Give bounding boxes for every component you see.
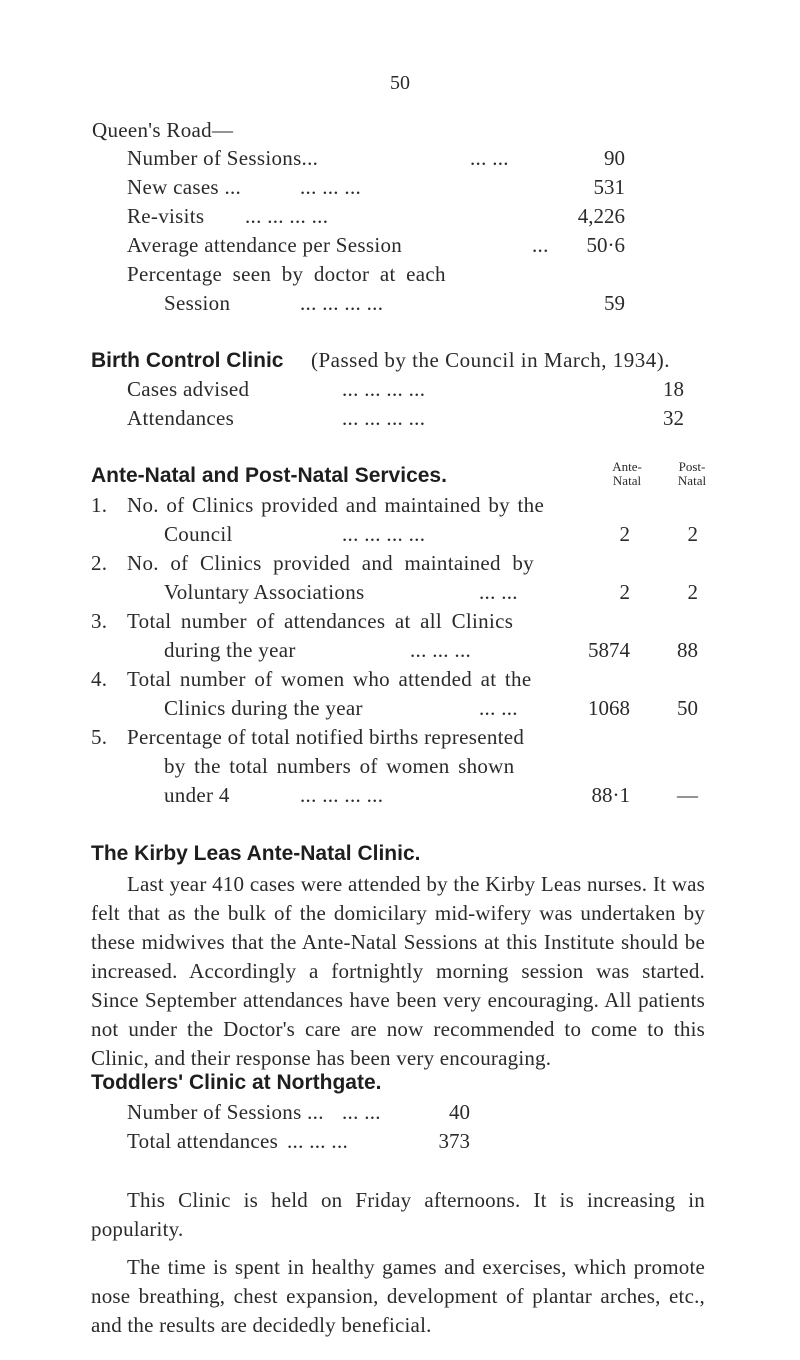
- stat-value: 90: [604, 146, 625, 170]
- section-heading: Birth Control Clinic: [91, 349, 284, 372]
- stat-label: Average attendance per Session: [127, 233, 403, 257]
- section-heading: Toddlers' Clinic at Northgate.: [91, 1071, 382, 1094]
- section-heading: The Kirby Leas Ante-Natal Clinic.: [91, 842, 421, 865]
- item-number: 3.: [91, 609, 108, 633]
- ante-natal-value: 88·1: [591, 783, 630, 807]
- ante-natal-value: 2: [619, 580, 630, 604]
- leader-dots: ... ...: [479, 580, 518, 604]
- column-header-line: Natal: [677, 473, 707, 488]
- item-text: Total number of women who attended at the: [127, 667, 532, 691]
- item-number: 5.: [91, 725, 108, 749]
- post-natal-value: 2: [687, 522, 698, 546]
- stat-label: Re-visits: [127, 204, 205, 228]
- ante-natal-value: 5874: [588, 638, 630, 662]
- leader-dots: ... ... ...: [287, 1129, 349, 1153]
- leader-dots: ... ... ... ...: [300, 783, 384, 807]
- leader-dots: ... ... ...: [300, 175, 362, 199]
- leader-dots: ... ...: [342, 1100, 381, 1124]
- ante-natal-value: 2: [619, 522, 630, 546]
- item-text: No. of Clinics provided and maintained by: [127, 551, 534, 575]
- column-header-post-natal: [667, 460, 717, 488]
- toddlers-paragraph-2: The time is spent in healthy games and exercises, which promote nose breathing, chest expansion, development of plantar arches, etc., and the results are decidedly beneficial.: [91, 1255, 705, 1337]
- item-text: Percentage of total notified births represented: [127, 725, 525, 749]
- stat-value: 18: [663, 377, 684, 401]
- leader-dots: ... ... ... ...: [342, 406, 426, 430]
- column-header-line: Ante-: [612, 459, 642, 474]
- item-text: No. of Clinics provided and maintained by the: [127, 493, 545, 517]
- stat-label: New cases ...: [127, 175, 242, 199]
- column-header-line: Post-: [678, 459, 706, 474]
- page-number: 50: [390, 72, 410, 94]
- stat-label: Session: [164, 291, 231, 315]
- stat-value: 531: [593, 175, 625, 199]
- stat-value: 50·6: [586, 233, 625, 257]
- item-text: by the total numbers of women shown: [164, 754, 515, 778]
- stat-value: 373: [438, 1129, 470, 1153]
- post-natal-value: 50: [677, 696, 698, 720]
- ante-natal-value: 1068: [588, 696, 630, 720]
- leader-dots: ... ... ... ...: [300, 291, 384, 315]
- item-text: during the year: [164, 638, 296, 662]
- stat-label: Percentage seen by doctor at each: [127, 262, 446, 286]
- item-text: Total number of attendances at all Clinics: [127, 609, 514, 633]
- item-number: 4.: [91, 667, 108, 691]
- stat-value: 4,226: [577, 204, 625, 228]
- stat-value: 59: [604, 291, 625, 315]
- item-text: Council: [164, 522, 233, 546]
- leader-dots: ... ... ... ...: [342, 377, 426, 401]
- toddlers-paragraph-1: This Clinic is held on Friday afternoons. It is increasing in popularity.: [91, 1188, 705, 1241]
- section-heading: Ante-Natal and Post-Natal Services.: [91, 464, 447, 487]
- leader-dots: ... ... ... ...: [342, 522, 426, 546]
- item-text: under 4: [164, 783, 230, 807]
- leader-dots: ... ...: [470, 146, 509, 170]
- leader-dots: ...: [532, 233, 549, 257]
- post-natal-value: —: [677, 783, 698, 807]
- stat-label: Total attendances: [127, 1129, 279, 1153]
- column-header-ante-natal: [602, 460, 652, 488]
- leader-dots: ... ... ... ...: [245, 204, 329, 228]
- stat-label: Cases advised: [127, 377, 250, 401]
- post-natal-value: 2: [687, 580, 698, 604]
- stat-label: Attendances: [127, 406, 235, 430]
- stat-label: Number of Sessions...: [127, 146, 319, 170]
- section-heading: Queen's Road—: [92, 118, 234, 142]
- stat-label: Number of Sessions ...: [127, 1100, 324, 1124]
- column-header-line: Natal: [612, 473, 642, 488]
- leader-dots: ... ...: [479, 696, 518, 720]
- item-number: 1.: [91, 493, 108, 517]
- kirby-paragraph: Last year 410 cases were attended by the Kirby Leas nurses. It was felt that as the bulk of the domicilary mid-wifery was undertaken by these midwives that the Ante-Natal Sessions at this Institute should be increased. Accordingly a fortnightly morning session was started. Since September attendances have been very encouraging. All patients not under the Doctor's care are now recommended to come to this Clinic, and their response has been very encouraging.: [91, 872, 705, 1070]
- stat-value: 40: [449, 1100, 470, 1124]
- item-text: Clinics during the year: [164, 696, 363, 720]
- item-number: 2.: [91, 551, 108, 575]
- leader-dots: ... ... ...: [410, 638, 472, 662]
- stat-value: 32: [663, 406, 684, 430]
- item-text: Voluntary Associations: [164, 580, 365, 604]
- post-natal-value: 88: [677, 638, 698, 662]
- section-subheading: (Passed by the Council in March, 1934).: [311, 348, 670, 372]
